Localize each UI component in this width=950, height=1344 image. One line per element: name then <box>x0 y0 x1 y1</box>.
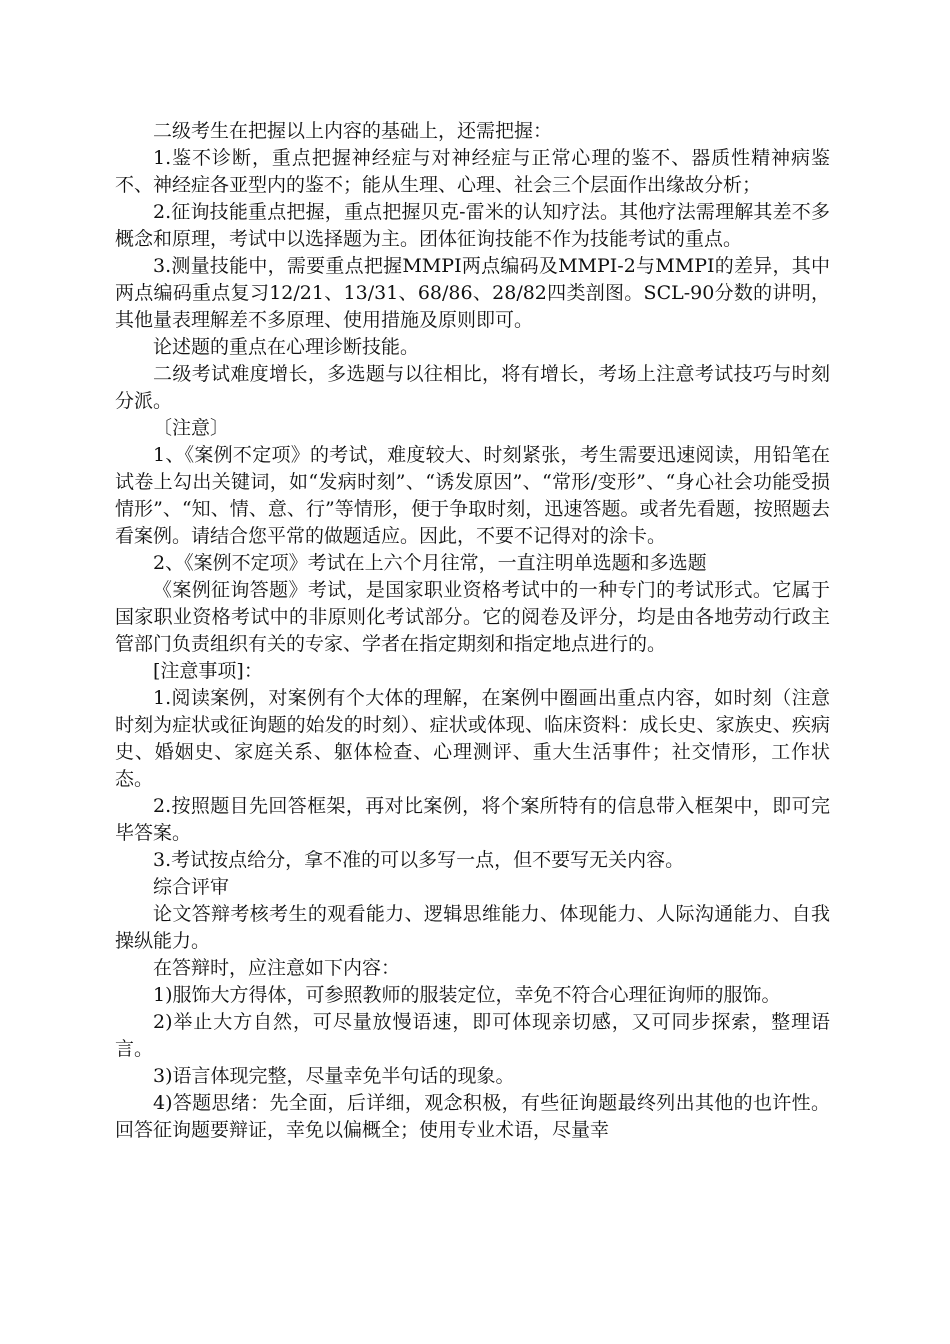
paragraph: 《案例征询答题》考试，是国家职业资格考试中的一种专门的考试形式。它属于国家职业资格考试中的非原则化考试部分。它的阅卷及评分，均是由各地劳动行政主管部门负责组织有关的专家、学者在指定期刻和指定地点进行的。 <box>115 579 830 655</box>
paragraph: 论文答辩考核考生的观看能力、逻辑思维能力、体现能力、人际沟通能力、自我操纵能力。 <box>115 903 830 952</box>
paragraph: 1.阅读案例，对案例有个大体的理解，在案例中圈画出重点内容，如时刻（注意时刻为症状或征询题的始发的时刻）、症状或体现、临床资料：成长史、家族史、疾病史、婚姻史、家庭关系、躯体检查、心理测评、重大生活事件；社交情形，工作状态。 <box>115 687 830 790</box>
paragraph: 2)举止大方自然，可尽量放慢语速，即可体现亲切感，又可同步探索，整理语言。 <box>115 1011 830 1060</box>
document-body <box>115 118 830 1144</box>
paragraph: 3.考试按点给分，拿不准的可以多写一点，但不要写无关内容。 <box>153 849 685 871</box>
paragraph: [注意事项]： <box>153 660 263 682</box>
paragraph: 论述题的重点在心理诊断技能。 <box>153 336 420 358</box>
paragraph: 1)服饰大方得体，可参照教师的服装定位，幸免不符合心理征询师的服饰。 <box>153 984 781 1006</box>
paragraph: 二级考生在把握以上内容的基础上，还需把握： <box>153 120 553 142</box>
paragraph: 3)语言体现完整，尽量幸免半句话的现象。 <box>153 1065 515 1087</box>
paragraph: 2.征询技能重点把握，重点把握贝克-雷米的认知疗法。其他疗法需理解其差不多概念和原理，考试中以选择题为主。团体征询技能不作为技能考试的重点。 <box>115 201 830 250</box>
paragraph: 4)答题思绪：先全面，后详细，观念积极，有些征询题最终列出其他的也许性。回答征询题要辩证，幸免以偏概全；使用专业术语，尽量幸 <box>115 1092 830 1141</box>
paragraph: 〔注意〕 <box>153 417 230 439</box>
paragraph: 2、《案例不定项》考试在上六个月往常，一直注明单选题和多选题 <box>153 552 707 574</box>
paragraph: 2.按照题目先回答框架，再对比案例，将个案所特有的信息带入框架中，即可完毕答案。 <box>115 795 830 844</box>
paragraph: 3.测量技能中，需要重点把握MMPI两点编码及MMPI-2与MMPI的差异，其中两点编码重点复习12/21、13/31、68/86、28/82四类剖图。SCL-90分数的讲明，其他量表理解差不多原理、使用措施及原则即可。 <box>115 255 830 331</box>
paragraph: 1、《案例不定项》的考试，难度较大、时刻紧张，考生需要迅速阅读，用铅笔在试卷上勾出关键词，如“发病时刻”、“诱发原因”、“常形/变形”、“身心社会功能受损情形”、“知、情、意、行”等情形，便于争取时刻，迅速答题。或者先看题，按照题去看案例。请结合您平常的做题适应。因此，不要不记得对的涂卡。 <box>115 444 830 547</box>
paragraph: 二级考试难度增长，多选题与以往相比，将有增长，考场上注意考试技巧与时刻分派。 <box>115 363 830 412</box>
paragraph: 在答辩时，应注意如下内容： <box>153 957 401 979</box>
section-heading: 综合评审 <box>153 876 230 898</box>
paragraph: 1.鉴不诊断，重点把握神经症与对神经症与正常心理的鉴不、器质性精神病鉴不、神经症各亚型内的鉴不；能从生理、心理、社会三个层面作出缘故分析； <box>115 147 830 196</box>
